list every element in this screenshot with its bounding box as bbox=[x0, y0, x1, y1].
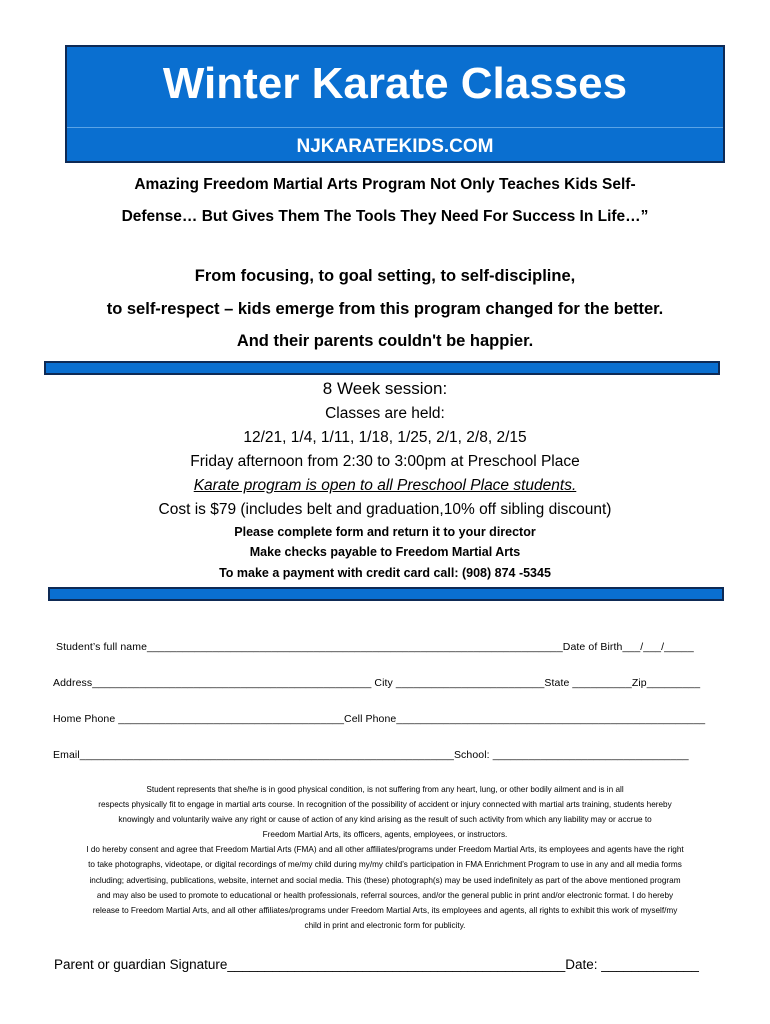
waiver-line: Freedom Martial Arts, its officers, agents, employees, or instructors. bbox=[262, 830, 508, 840]
intro-line-4: to self-respect – kids emerge from this program changed for the better. bbox=[106, 300, 664, 318]
instruction-return: Please complete form and return it to your director bbox=[234, 525, 536, 539]
waiver-line: Student represents that she/he is in good physical condition, is not suffering from any heart, lung, or other bodily ailment and is in all bbox=[146, 785, 624, 794]
cost-line: Cost is $79 (includes belt and graduation,10% off sibling discount) bbox=[158, 501, 612, 518]
waiver-line: child in print and electronic form for publicity. bbox=[304, 920, 466, 930]
page-title: Winter Karate Classes bbox=[162, 59, 628, 108]
session-heading: 8 Week session: bbox=[322, 379, 448, 398]
email-field[interactable]: Email_______________________________________________________________School: _________________________________ bbox=[53, 749, 689, 761]
phone-field[interactable]: Home Phone ______________________________________Cell Phone____________________________________________________ bbox=[53, 713, 706, 725]
website-label: NJKARATEKIDS.COM bbox=[296, 136, 494, 157]
instruction-checks: Make checks payable to Freedom Martial Arts bbox=[249, 545, 521, 559]
student-name-field[interactable]: Student’s full name______________________________________________________________________Date of Birth___/___/_____ bbox=[56, 641, 694, 653]
waiver-line: including; advertising, publications, website, internet and social media. This (these) photograph(s) may be used indefinitely as part of the above mentioned program bbox=[89, 875, 681, 885]
waiver-line: and may also be used to promote to educational or health professionals, referral sources, and/or the general public in print and/or electronic format. I do hereby bbox=[96, 890, 674, 900]
waiver-line: release to Freedom Martial Arts, and all other affiliates/programs under Freedom Martial Arts, its employees and agents, all rights to exhibit this work of myself/my bbox=[92, 905, 678, 915]
class-dates: 12/21, 1/4, 1/11, 1/18, 1/25, 2/1, 2/8, 2/15 bbox=[243, 429, 527, 446]
waiver-line: to take photographs, videotape, or digital recordings of me/my child during my/my child’s participation in FMA Enrichment Program to use in any and all media forms bbox=[88, 860, 682, 870]
banner-divider bbox=[67, 127, 723, 128]
intro-line-2: Defense… But Gives Them The Tools They Need For Success In Life…” bbox=[121, 208, 649, 225]
signature-field[interactable]: Parent or guardian Signature_____________________________________________Date: _____________ bbox=[54, 957, 699, 972]
classes-label: Classes are held: bbox=[325, 405, 445, 422]
divider-bar-top bbox=[44, 361, 720, 375]
intro-line-3: From focusing, to goal setting, to self-discipline, bbox=[194, 267, 576, 285]
divider-bar-bottom bbox=[48, 587, 724, 601]
open-to-note: Karate program is open to all Preschool Place students. bbox=[193, 477, 577, 494]
intro-line-1: Amazing Freedom Martial Arts Program Not Only Teaches Kids Self- bbox=[134, 176, 636, 193]
waiver-text bbox=[30, 782, 740, 933]
waiver-line: respects physically fit to engage in martial arts course. In recognition of the possibility of accident or injury connected with martial arts training, students hereby bbox=[98, 800, 672, 810]
waiver-line: I do hereby consent and agree that Freedom Martial Arts (FMA) and all other affiliates/programs under Freedom Martial Arts, its employees and agents have the right bbox=[86, 845, 684, 855]
address-field[interactable]: Address_______________________________________________ City _________________________State __________Zip_________ bbox=[53, 677, 701, 689]
open-to-wrapper bbox=[0, 477, 770, 495]
waiver-line: knowingly and voluntarily waive any right or cause of action of any kind arising as the result of such activity from which any liability may or accrue to bbox=[118, 815, 652, 825]
intro-line-5: And their parents couldn't be happier. bbox=[236, 332, 534, 350]
title-banner bbox=[65, 45, 725, 163]
class-time: Friday afternoon from 2:30 to 3:00pm at Preschool Place bbox=[190, 453, 580, 470]
instruction-phone: To make a payment with credit card call: (908) 874 -5345 bbox=[219, 566, 551, 580]
